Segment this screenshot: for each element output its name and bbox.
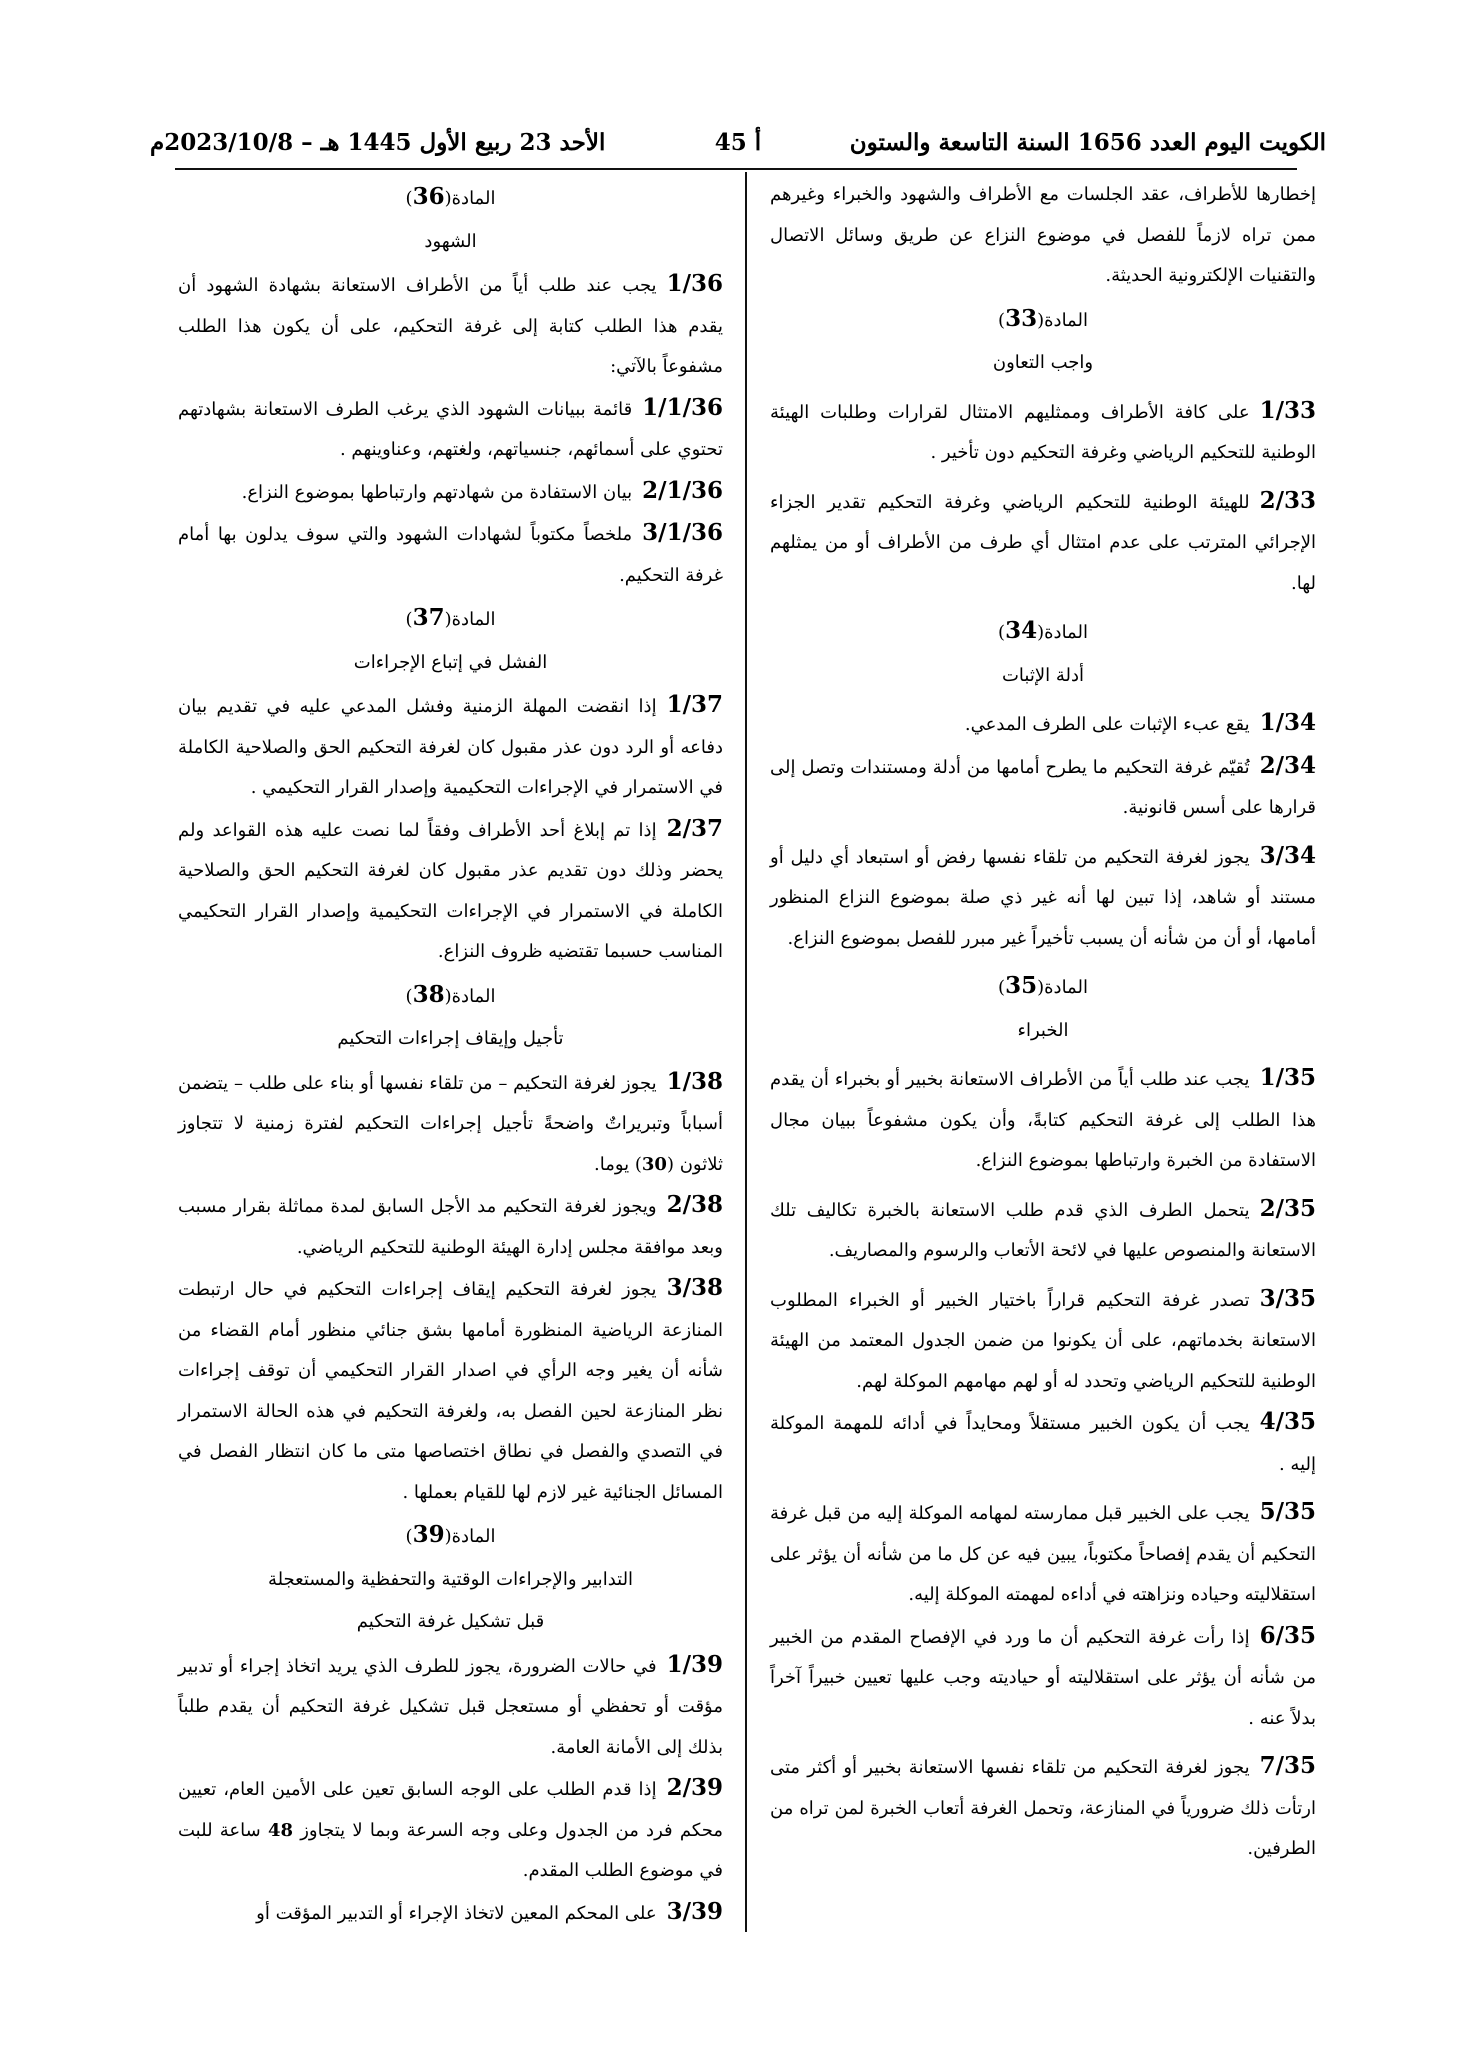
article-36-heading: المادة(36)	[405, 183, 496, 210]
clause-3-39: 3/39على المحكم المعين لاتخاذ الإجراء أو التدبير المؤقت أو	[256, 1897, 723, 1925]
article-39-title: التدابير والإجراءات الوقتية والتحفظية والمستعجلة	[267, 1568, 634, 1590]
clause-2-1-36: 2/1/36بيان الاستفادة من شهادتهم وارتباطها بموضوع النزاع.	[241, 476, 723, 504]
clause-2-35: 2/35يتحمل الطرف الذي قدم طلب الاستعانة بالخبرة تكاليف تلك الاستعانة والمنصوص عليها في لائحة الأتعاب والرسوم والمصاريف.	[770, 1194, 1316, 1261]
clause-1-34: 1/34يقع عبء الإثبات على الطرف المدعي.	[964, 709, 1316, 736]
continued-paragraph: إخطارها للأطراف، عقد الجلسات مع الأطراف والشهود والخبراء وغيرهم ممن تراه لازماً للفصل في موضوع النزاع عن طريق وسائل الاتصال والتقنيات الإلكترونية الحديثة.	[770, 184, 1316, 286]
clause-2-34: 2/34تُقيّم غرفة التحكيم ما يطرح أمامها من أدلة ومستندات وتصل إلى قرارها على أسس قانونية.	[770, 751, 1316, 818]
clause-6-35: 6/35إذا رأت غرفة التحكيم أن ما ورد في الإفصاح المقدم من الخبير من شأنه أن يؤثر على استقلاليته أو حياديته وجب عليها تعيين خبيراً آخراً بدلاً عنه .	[770, 1621, 1316, 1729]
article-33-title: واجب التعاون	[992, 352, 1094, 373]
clause-1-36: 1/36يجب عند طلب أياً من الأطراف الاستعانة بشهادة الشهود أن يقدم هذا الطلب كتابة إلى غرفة التحكيم، على أن يكون هذا الطلب مشفوعاً بالآتي:	[178, 270, 723, 377]
article-35-heading: المادة(35)	[998, 972, 1088, 999]
article-34-heading: المادة(34)	[998, 617, 1088, 644]
clause-7-35: 7/35يجوز لغرفة التحكيم من تلقاء نفسها الاستعانة بخبير أو أكثر متى ارتأت ذلك ضرورياً في المنازعة، وتحمل الغرفة أتعاب الخبرة لمن تراه من الطرفين.	[770, 1752, 1316, 1859]
clause-1-1-36: 1/1/36قائمة ببيانات الشهود الذي يرغب الطرف الاستعانة بشهادتهم تحتوي على أسمائهم، جنسياتهم، ولغتهم، وعناوينهم .	[178, 393, 723, 460]
article-37-heading: المادة(37)	[405, 604, 496, 631]
clause-3-38: 3/38يجوز لغرفة التحكيم إيقاف إجراءات التحكيم في حال ارتبطت المنازعة الرياضية المنظورة أمامها بشق جنائي منظور أمام القضاء من شأنه أن يغير وجه الرأي في اصدار القرار التحكيمي أن توقف إجراءات نظر المنازعة لحين الفصل به، ولغرفة التحكيم في هذه الحالة الاستمرار في التصدي والفصل في نطاق اختصاصها متى ما كان انتظار الفصل في المسائل الجنائية غير لازم لها للقيام بعملها .	[178, 1274, 723, 1503]
clause-2-37: 2/37إذا تم إبلاغ أحد الأطراف وفقاً لما نصت عليه هذه القواعد ولم يحضر وذلك دون تقديم عذر مقبول كان لغرفة التحكيم الحق والصلاحية الكاملة في الاستمرار في الإجراءات التحكيمية وإصدار القرار التحكيمي المناسب حسبما تقتضيه ظروف النزاع.	[178, 814, 723, 962]
left-column	[178, 175, 723, 1934]
issue-date: الأحد 23 ربيع الأول 1445 هـ – 2023/10/8م	[150, 129, 606, 156]
article-37-title: الفشل في إتباع الإجراءات	[353, 651, 548, 673]
clause-3-35: 3/35تصدر غرفة التحكيم قراراً باختيار الخبير أو الخبراء المطلوب الاستعانة بخدماتهم، على أن يكونوا من ضمن الجدول المعتمد من الهيئة الوطنية للتحكيم الرياضي وتحدد له أو لهم مهامهم الموكلة لهم.	[770, 1284, 1316, 1392]
clause-1-37: 1/37إذا انقضت المهلة الزمنية وفشل المدعي عليه في تقديم بيان دفاعه أو الرد دون عذر مقبول كان لغرفة التحكيم الحق والصلاحية الكاملة في الاستمرار في الإجراءات التحكيمية وإصدار القرار التحكيمي .	[178, 691, 723, 798]
page-number: أ 45	[714, 129, 762, 156]
clause-1-38: 1/38يجوز لغرفة التحكيم – من تلقاء نفسها أو بناء على طلب – يتضمن أسباباً وتبريراتٌ واضحةً تأجيل إجراءات التحكيم لفترة زمنية لا تتجاوز ثلاثون (30) يوما.	[178, 1067, 723, 1175]
header-divider	[175, 168, 1297, 170]
article-39-subtitle: قبل تشكيل غرفة التحكيم	[356, 1611, 545, 1632]
column-divider	[745, 172, 747, 1932]
clause-5-35: 5/35يجب على الخبير قبل ممارسته لمهامه الموكلة إليه من قبل غرفة التحكيم أن يقدم إفصاحاً مكتوباً، يبين فيه عن كل ما من شأنه أن يؤثر على استقلاليته وحياده ونزاهته في أداءه لمهمته الموكلة إليه.	[770, 1498, 1316, 1605]
article-38-heading: المادة(38)	[405, 980, 496, 1008]
article-35-title: الخبراء	[1017, 1019, 1069, 1041]
clause-4-35: 4/35يجب أن يكون الخبير مستقلاً ومحايداً في أدائه للمهمة الموكلة إليه .	[770, 1408, 1316, 1475]
hours-limit: 48	[267, 1819, 293, 1841]
clause-2-33: 2/33للهيئة الوطنية للتحكيم الرياضي وغرفة التحكيم تقدير الجزاء الإجرائي المترتب على عدم امتثال أي طرف من الأطراف أو من يمثلهم لها.	[770, 486, 1316, 594]
issue-info: الكويت اليوم العدد 1656 السنة التاسعة والستون	[849, 129, 1326, 156]
days-limit: 30	[641, 1153, 667, 1175]
article-34-title: أدلة الإثبات	[1001, 664, 1084, 686]
page-header	[150, 122, 1326, 164]
clause-2-38: 2/38ويجوز لغرفة التحكيم مد الأجل السابق لمدة مماثلة بقرار مسبب وبعد موافقة مجلس إدارة الهيئة الوطنية للتحكيم الرياضي.	[178, 1191, 723, 1258]
clause-1-35: 1/35يجب عند طلب أياً من الأطراف الاستعانة بخبير أو بخبراء أن يقدم هذا الطلب إلى غرفة التحكيم كتابةً، وأن يكون مشفوعاً ببيان مجال الاستفادة من الخبرة وارتباطها بموضوع النزاع.	[770, 1064, 1316, 1171]
clause-3-34: 3/34يجوز لغرفة التحكيم من تلقاء نفسها رفض أو استبعاد أي دليل أو مستند أو شاهد، إذا تبين لها أنه غير ذي صلة بموضوع النزاع المنظور أمامها، أو أن من شأنه أن يسبب تأخيراً غير مبرر للفصل بموضوع النزاع.	[770, 841, 1316, 949]
article-33-heading: المادة(33)	[998, 304, 1088, 332]
article-38-title: تأجيل وإيقاف إجراءات التحكيم	[337, 1028, 564, 1049]
article-36-title: الشهود	[424, 230, 477, 252]
clause-2-39: 2/39إذا قدم الطلب على الوجه السابق تعين على الأمين العام، تعيين محكم فرد من الجدول وعلى وجه السرعة وبما لا يتجاوز 48 ساعة للبت في موضوع الطلب المقدم.	[178, 1774, 724, 1881]
clause-1-33: 1/33على كافة الأطراف وممثليهم الامتثال لقرارات وطلبات الهيئة الوطنية للتحكيم الرياضي وغرفة التحكيم دون تأخير .	[770, 396, 1316, 463]
right-column	[770, 175, 1316, 1870]
clause-3-1-36: 3/1/36ملخصاً مكتوباً لشهادات الشهود والتي سوف يدلون بها أمام غرفة التحكيم.	[178, 519, 723, 586]
clause-1-39: 1/39في حالات الضرورة، يجوز للطرف الذي يريد اتخاذ إجراء أو تدبير مؤقت أو تحفظي أو مستعجل قبل تشكيل غرفة التحكيم أن يقدم طلباً بذلك إلى الأمانة العامة.	[178, 1650, 723, 1758]
article-39-heading: المادة(39)	[405, 1521, 496, 1548]
